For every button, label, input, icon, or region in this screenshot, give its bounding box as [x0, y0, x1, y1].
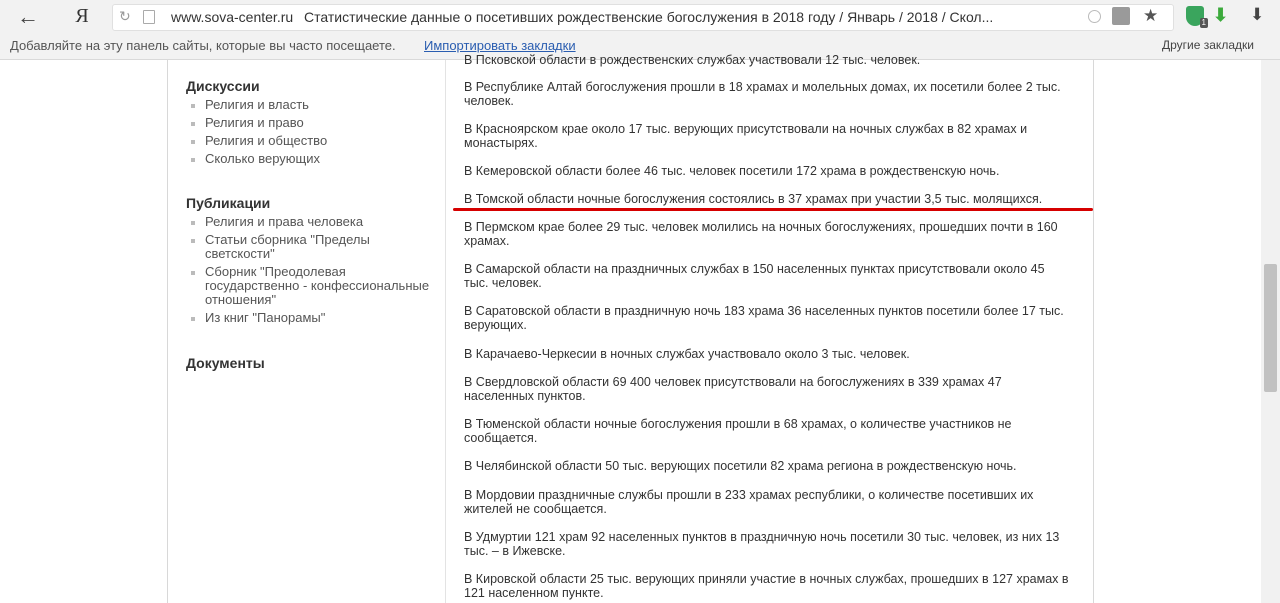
article-paragraph: В Кировской области 25 тыс. верующих приняли участие в ночных службах, прошедших в 127 храмах в 121 населенном пункте. — [464, 572, 1069, 600]
sidebar-link[interactable]: Статьи сборника "Пределы светскости" — [186, 233, 375, 261]
article-paragraph: В Пермском крае более 29 тыс. человек молились на ночных богослужениях, прошедших почти в 160 храмах. — [464, 220, 1058, 248]
article-paragraph: В Красноярском крае около 17 тыс. верующих присутствовали на ночных службах в 82 храмах и монастырях. — [464, 122, 1028, 150]
yandex-logo[interactable]: Я — [75, 5, 89, 27]
extension-icon[interactable] — [1112, 7, 1130, 25]
bookmark-star-icon[interactable]: ★ — [1143, 6, 1159, 25]
column-divider — [445, 60, 446, 603]
browser-toolbar — [0, 0, 1280, 33]
sidebar-link[interactable]: Сборник "Преодолевая государственно - конфессиональные отношения" — [186, 265, 435, 307]
address-bar[interactable] — [112, 4, 1174, 31]
article-paragraph: В Удмуртии 121 храм 92 населенных пунктов в праздничную ночь посетили 30 тыс. человек, из них 13 тыс. – в Ижевске. — [464, 530, 1060, 558]
article-paragraph: В Челябинской области 50 тыс. верующих посетили 82 храма региона в рождественскую ночь. — [464, 459, 1017, 473]
page-title[interactable]: Статистические данные о посетивших рождественские богослужения в 2018 году / Январь / 2018 / Скол... — [304, 9, 994, 25]
article-paragraph: В Карачаево-Черкесии в ночных службах участвовало около 3 тыс. человек. — [464, 347, 910, 361]
protect-icon[interactable] — [1088, 10, 1101, 23]
article-paragraph: В Тюменской области ночные богослужения прошли в 68 храмах, о количестве участников не сообщается. — [464, 417, 1012, 445]
downloads-icon[interactable]: ⬇ — [1250, 5, 1265, 24]
article-paragraph: В Свердловской области 69 400 человек присутствовали на богослужениях в 339 храмах 47 населенных пунктов. — [464, 375, 1002, 403]
article-paragraph: В Саратовской области в праздничную ночь 183 храма 36 населенных пунктов посетили более 17 тыс. верующих. — [464, 304, 1064, 332]
article-paragraph: В Кемеровской области более 46 тыс. человек посетили 172 храма в рождественскую ночь. — [464, 164, 1000, 178]
sidebar-link[interactable]: Религия и права человека — [186, 215, 436, 229]
adblock-shield-icon[interactable] — [1186, 6, 1204, 26]
download-helper-icon[interactable]: ⬇ — [1213, 5, 1229, 25]
url-text[interactable]: www.sova-center.ru — [171, 9, 294, 25]
publications-heading: Публикации — [186, 195, 271, 211]
discussions-heading: Дискуссии — [186, 78, 260, 94]
scrollbar[interactable] — [1261, 60, 1280, 603]
sidebar-link[interactable]: Сколько верующих — [186, 152, 436, 166]
publications-list — [186, 215, 436, 325]
sidebar-link[interactable]: Религия и общество — [186, 134, 436, 148]
article-paragraph-highlighted: В Томской области ночные богослужения состоялись в 37 храмах при участии 3,5 тыс. молящихся. — [464, 192, 1043, 206]
sidebar-link[interactable]: Религия и власть — [186, 98, 436, 112]
discussions-list — [186, 98, 436, 166]
import-bookmarks-link[interactable]: Импортировать закладки — [424, 38, 576, 53]
article-paragraph: В Мордовии праздничные службы прошли в 233 храмах республики, о количестве посетивших их жителей не сообщается. — [464, 488, 1034, 516]
reload-icon[interactable]: ↻ — [119, 8, 131, 24]
article-paragraph: В Псковской области в рождественских службах участвовали 12 тыс. человек. — [464, 53, 921, 67]
red-underline-annotation — [453, 208, 1093, 211]
documents-heading[interactable]: Документы — [186, 355, 265, 371]
page-icon — [143, 10, 155, 24]
bookmarks-hint: Добавляйте на эту панель сайты, которые вы часто посещаете. — [10, 38, 396, 53]
sidebar-link[interactable]: Религия и право — [186, 116, 436, 130]
article-paragraph: В Республике Алтай богослужения прошли в 18 храмах и молельных домах, их посетили более 2 тыс. человек. — [464, 80, 1061, 108]
other-bookmarks-button[interactable]: Другие закладки — [1162, 38, 1254, 52]
article-paragraph: В Самарской области на праздничных службах в 150 населенных пунктах присутствовали около 45 тыс. человек. — [464, 262, 1045, 290]
sidebar-link[interactable]: Из книг "Панорамы" — [186, 311, 436, 325]
extension-badge: 1 — [1201, 18, 1206, 27]
back-arrow-icon[interactable]: ← — [17, 3, 39, 29]
scrollbar-thumb[interactable] — [1264, 264, 1277, 392]
